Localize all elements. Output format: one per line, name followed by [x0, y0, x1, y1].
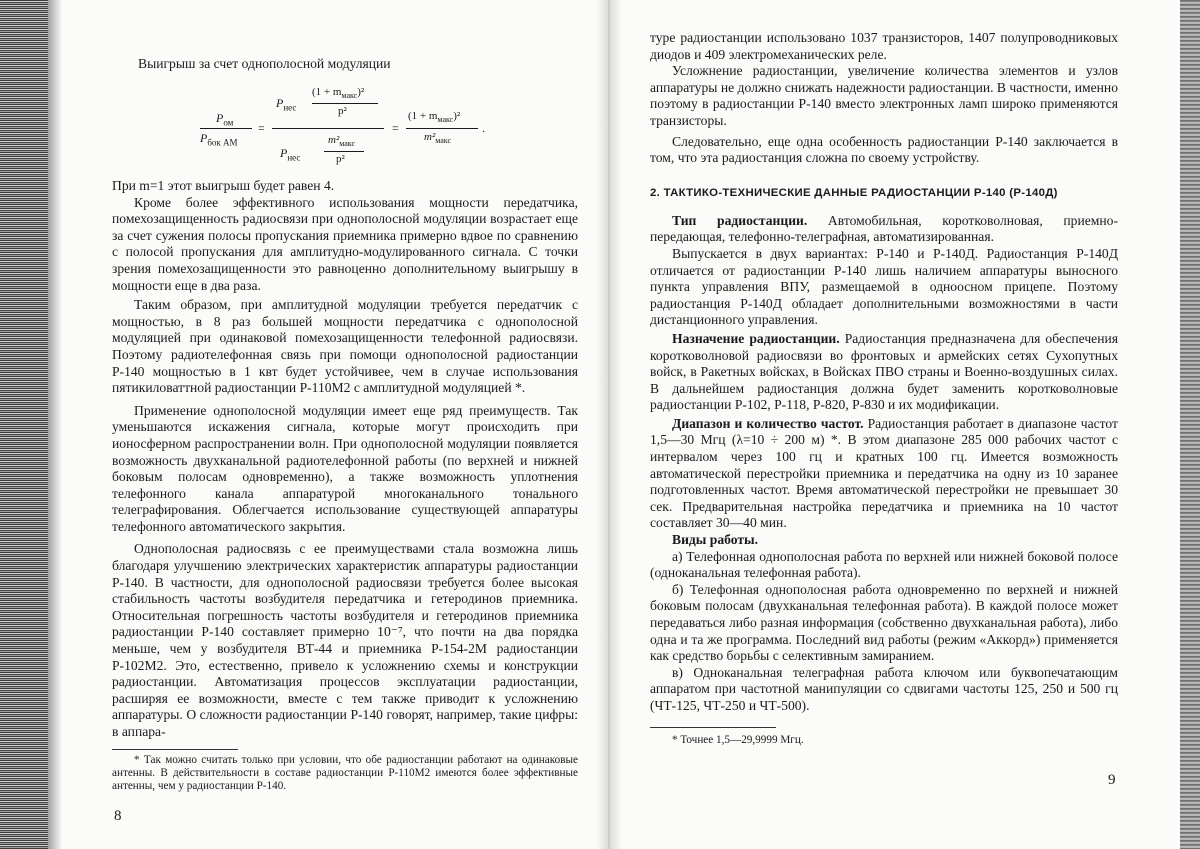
paragraph-purpose: Назначение радиостанции. Радиостанция предназначена для обеспечения коротковолновой радиосвязи во фронтовых и армейских сетях Сухопутных войск, в Ракетных войсках, в Войсках ПВО страны и Военно-воздушных силах. В дальнейшем радиостанция должна будет заменить коротковолновые радиостанции Р-102, Р-118, Р-820, Р-830 и их модификации.: [650, 330, 1119, 413]
paragraph-gain-value: При m=1 этот выигрыш будет равен 4.: [112, 178, 335, 193]
paragraph-type: Тип радиостанции. Автомобильная, коротковолновая, приемно-передающая, телефонно-телеграфная, автоматизированная.: [650, 212, 1118, 245]
formula-equals-1: =: [258, 121, 265, 135]
formula-equals-2: =: [392, 121, 399, 135]
formula-mid-numerator: $P_{нес}$: [276, 96, 297, 113]
page-number-right: 9: [1108, 772, 1116, 788]
paragraph-component-counts: туре радиостанции использовано 1037 транзисторов, 1407 полупроводниковых диодов и 409 электромеханических реле.: [650, 30, 1118, 62]
left-page: [112, 0, 578, 849]
formula-rhs-numerator: $(1 + m_{макс})^2$: [408, 110, 461, 125]
formula-mid-num-fraction-top: $(1 + m_{макс})^2$: [312, 86, 365, 101]
formula-mid-denominator: $P_{нес}$: [280, 146, 301, 163]
formula-lhs-denominator: $P_{бок AM}$: [200, 131, 238, 148]
scan-binding-edge-right: [1180, 0, 1200, 849]
book-gutter: [596, 0, 622, 849]
formula-caption: Выигрыш за счет однополосной модуляции: [138, 56, 391, 71]
section-title: 2. ТАКТИКО-ТЕХНИЧЕСКИЕ ДАННЫЕ РАДИОСТАНЦИИ Р-140 (Р-140Д): [650, 186, 1058, 199]
footnote-rule: [112, 749, 238, 750]
paragraph-mode-c: в) Одноканальная телеграфная работа ключом или буквопечатающим аппаратом при частотной манипуляции со сдвигами частоты 125, 250 и 500 гц (ЧТ-125, ЧТ-250 и ЧТ-500).: [650, 664, 1118, 713]
formula-end-period: .: [482, 121, 485, 135]
gain-formula: [112, 78, 578, 172]
paragraph-mode-a: а) Телефонная однополосная работа по верхней или нижней боковой полосе (одноканальная телефонная работа).: [650, 548, 1118, 581]
formula-mid-den-fraction-top: $m^2_{макс}$: [328, 134, 356, 149]
paragraph-complexity: Следовательно, еще одна особенность радиостанции Р-140 заключается в том, что эта радиостанция сложна по своему устройству.: [650, 133, 1118, 166]
paragraph-advantages: Применение однополосной модуляции имеет еще ряд преимуществ. Так уменьшаются искажения сигнала, которые могут происходить при ионосферном распространении волн. При однополосной модуляции появляется возможность двухканальной радиотелефонной работы (по верхней и нижней боковым полосам одновременно), а также возможность уплотнения телефонного канала аппаратурой многоканального тонального телеграфирования. Облегчается использование существующей аппаратуры телефонного автоматического закрытия.: [112, 402, 578, 534]
paragraph-reliability: Усложнение радиостанции, увеличение количества элементов и узлов аппаратуры не должно снижать надежности радиостанции. В частности, именно поэтому в радиостанции Р-140 вместо электронных ламп широко применяются транзисторы.: [650, 63, 1118, 128]
paragraph-bandwidth: Кроме более эффективного использования мощности передатчика, помехозащищенность радиосвязи при однополосной модуляции возрастает еще за счет сужения полосы пропускания приемника примерно вдвое по сравнению с полосой пропускания для амплитудно-модулированного сигнала. С точки зрения помехозащищенности это равноценно дополнительному выигрышу в мощности еще в два раза.: [112, 194, 578, 293]
page-number-left: 8: [114, 808, 122, 824]
scan-binding-edge-left: [0, 0, 48, 849]
subheading-modes: Виды работы.: [672, 532, 759, 548]
formula-lhs-numerator: $P_{ом}$: [216, 111, 234, 128]
paragraph-mode-b: б) Телефонная однополосная работа одновременно по верхней и нижней боковым полосам (двухканальная телефонная работа). В каждой полосе может передаваться либо разная информация (собственно двухканальная работа), либо одна и та же программа. Последний вид работы (режим «Аккорд») применяется как средство борьбы с селективным замиранием.: [650, 581, 1118, 664]
footnote-left: * Так можно считать только при условии, что обе радиостанции работают на одинаковые антенны. В действительности в составе радиостанции Р-110М2 имеются более эффективные антенны, чем у радиостанции Р-140.: [112, 753, 578, 793]
paragraph-frequency-range: Диапазон и количество частот. Радиостанция работает в диапазоне частот 1,5—30 Мгц (λ=10 ÷ 200 м) *. В этом диапазоне 285 000 рабочих частот с интервалом через 100 гц и кратных 100 гц. Имеется возможность автоматической перестройки приемника и передатчика на одну из 10 заранее подготовленных частот. Время автоматической перестройки не превышает 30 сек. Предварительная настройка передатчика и приемника на 10 частот составляет 30—40 мин.: [650, 415, 1118, 531]
paragraph-transmitter-power: Таким образом, при амплитудной модуляции требуется передатчик с мощностью, в 8 раз большей мощности передатчика с однополосной модуляцией при одинаковой помехозащищенности телефонной радиосвязи. Поэтому радиотелефонная связь при помощи однополосной радиостанции Р-140 мощностью в 1 квт будет устойчивее, чем в случае использования пятикиловаттной радиостанции Р-110М2 с амплитудной модуляцией *.: [112, 297, 578, 396]
formula-mid-den-fraction-bottom: p²: [336, 153, 345, 165]
right-page: [650, 0, 1118, 849]
formula-rhs-denominator: $m^2_{макс}$: [424, 131, 452, 146]
paragraph-variants: Выпускается в двух вариантах: Р-140 и Р-140Д. Радиостанция Р-140Д отличается от радиостанции Р-140 лишь наличием аппаратуры выносного пункта управления ВПУ, размещаемой в одноосном прицепе. Поэтому радиостанция Р-140Д обладает дополнительными возможностями в части дистанционного управления.: [650, 245, 1118, 328]
paragraph-stability: Однополосная радиосвязь с ее преимуществами стала возможна лишь благодаря улучшению электрических характеристик аппаратуры радиостанции Р-140. В частности, для однополосной радиосвязи требуется более высокая стабильность частоты возбудителя передатчика и гетеродинов приемника. Относительная погрешность частоты возбудителя и гетеродинов приемника радиостанции Р-140 составляет примерно 10⁻⁷, что почти на два порядка меньше, чем у возбудителя ВТ-44 и приемника Р-154-2М радиостанции Р-102М2. Это, естественно, привело к усложнению схемы и конструкции радиостанции. Автоматизация процессов эксплуатации радиостанции, расширяя ее возможности, вместе с тем также приводит к усложнению аппаратуры. О сложности радиостанции Р-140 говорят, например, такие цифры: в аппара-: [112, 541, 578, 739]
footnote-right: * Точнее 1,5—29,9999 Мгц.: [672, 733, 804, 746]
formula-mid-num-fraction-bottom: p²: [338, 105, 347, 117]
footnote-rule-right: [650, 727, 776, 728]
